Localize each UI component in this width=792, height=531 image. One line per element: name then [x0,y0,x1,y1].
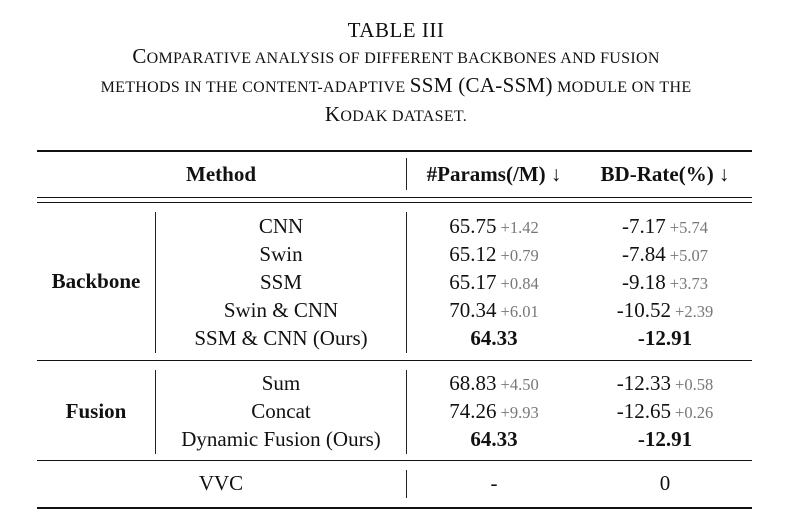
baseline-params: - [490,471,498,495]
backbone-column-separator [406,212,407,353]
table-row-bdrate: -12.33 +0.58 [616,371,714,395]
table-row-method: CNN [258,214,304,238]
header-rule-upper [37,197,752,198]
table-row-bdrate: -7.17 +5.74 [622,214,708,238]
header-method: Method [186,162,256,186]
fusion-column-separator [406,370,407,454]
table-row-params: 65.12 +0.79 [449,242,539,266]
header-rule-lower [37,202,752,203]
bottom-rule [37,507,752,509]
table-row-bdrate: -9.18 +3.73 [622,270,708,294]
table-row-method: Concat [251,399,311,423]
header-bdrate: BD-Rate(%) ↓ [600,162,730,186]
table-row-bdrate-best: -12.91 [637,326,693,350]
table-row-method: Dynamic Fusion (Ours) [181,427,381,451]
top-rule [37,150,752,152]
table-row-method: Swin [259,242,303,266]
table-row-params-best: 64.33 [470,326,518,350]
table-row-params: 65.17 +0.84 [449,270,539,294]
group-label-backbone: Backbone [51,269,141,293]
table-row-bdrate-best: -12.91 [637,427,693,451]
table-row-method: Sum [261,371,301,395]
table-row-method: SSM [259,270,303,294]
table-row-bdrate: -7.84 +5.07 [622,242,708,266]
group-rule-1 [37,360,752,361]
table-row-method: Swin & CNN [223,298,339,322]
table-row-params: 70.34 +6.01 [449,298,539,322]
table-row-bdrate: -12.65 +0.26 [616,399,714,423]
header-params: #Params(/M) ↓ [426,162,562,186]
table-row-params: 65.75 +1.42 [449,214,539,238]
baseline-bdrate: 0 [659,471,671,495]
table-row-params: 74.26 +9.93 [449,399,539,423]
table-row-params: 68.83 +4.50 [449,371,539,395]
caption-line-2: METHODS IN THE CONTENT-ADAPTIVE SSM (CA-SSM) MODULE ON THE [100,73,692,97]
table-row-bdrate: -10.52 +2.39 [616,298,714,322]
baseline-column-separator [406,470,407,498]
group-rule-2 [37,460,752,461]
fusion-group-separator [155,370,156,454]
caption-line-1: COMPARATIVE ANALYSIS OF DIFFERENT BACKBONES AND FUSION [132,44,660,68]
baseline-method: VVC [198,471,244,495]
backbone-group-separator [155,212,156,353]
table-row-method: SSM & CNN (Ours) [194,326,368,350]
table-caption-label: TABLE III [347,18,445,42]
header-column-separator [406,158,407,190]
table-row-params-best: 64.33 [470,427,518,451]
caption-line-3: KODAK DATASET. [324,102,468,126]
group-label-fusion: Fusion [65,399,127,423]
